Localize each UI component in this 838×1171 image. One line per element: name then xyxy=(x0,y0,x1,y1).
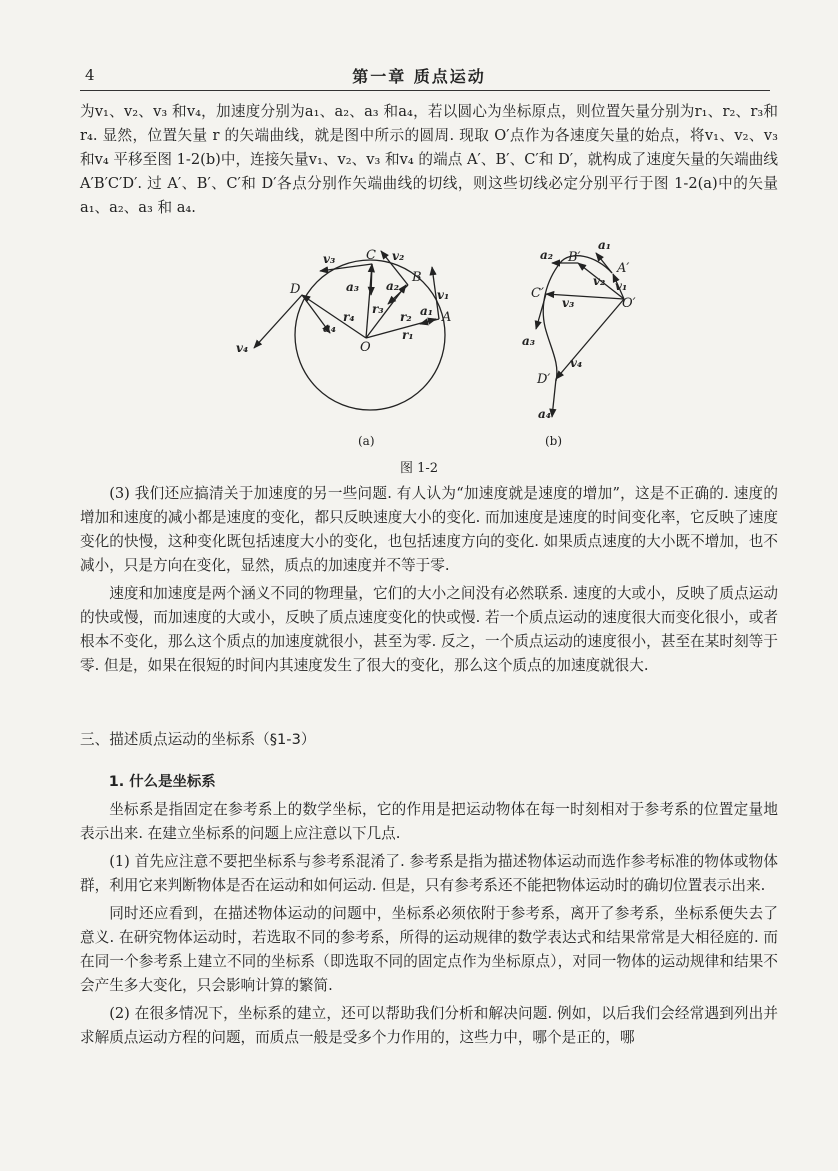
point-label: C xyxy=(366,248,376,263)
velocity-label: v₃ xyxy=(323,252,336,266)
velocity-label: v₃ xyxy=(562,296,575,310)
position-label: r₃ xyxy=(372,302,384,316)
point-label: A′ xyxy=(617,261,630,276)
top-paragraph-block xyxy=(80,100,778,224)
point-label: D′ xyxy=(537,372,551,387)
acceleration-label: a₂ xyxy=(386,279,400,293)
velocity-label: v₁ xyxy=(437,288,450,302)
point-label: O xyxy=(360,340,371,355)
figure-caption: 图 1-2 xyxy=(399,461,439,476)
acceleration-vector-a4 xyxy=(552,379,556,417)
acceleration-label: a₃ xyxy=(522,334,536,348)
velocity-label: v₂ xyxy=(593,274,606,288)
point-label: C′ xyxy=(531,286,544,301)
panel-b-label: (b) xyxy=(545,434,563,448)
position-label: r₁ xyxy=(402,328,414,342)
section-block xyxy=(80,728,778,752)
velocity-label: v₄ xyxy=(570,356,583,370)
point-label: O′ xyxy=(622,296,636,311)
velocity-label: v₂ xyxy=(392,249,405,263)
acceleration-label: a₂ xyxy=(540,248,554,262)
panel-b xyxy=(536,253,624,417)
velocity-vector-v3 xyxy=(546,294,624,299)
subsection-title: 1. 什么是坐标系 xyxy=(108,774,216,790)
section-title: 三、描述质点运动的坐标系（§1-3） xyxy=(80,731,316,748)
header-rule xyxy=(80,90,770,91)
point-label: A xyxy=(442,310,452,325)
velocity-label: v₁ xyxy=(615,279,628,293)
acceleration-label: a₃ xyxy=(346,280,360,294)
page-number: 4 xyxy=(85,66,95,84)
velocity-label: v₄ xyxy=(236,341,249,355)
paragraph: (1) 首先应注意不要把坐标系与参考系混淆了. 参考系是指为描述物体运动而选作参考标准的物体或物体群，利用它来判断物体是否在运动和如何运动. 但是，只有参考系还不能把物体运动时的确切位置表示出来. xyxy=(80,853,778,894)
position-label: r₂ xyxy=(400,310,412,324)
paragraph: 同时还应看到，在描述物体运动的问题中，坐标系必须依附于参考系，离开了参考系，坐标系便失去了意义. 在研究物体运动时，若选取不同的参考系，所得的运动规律的数学表达式和结果常常是大相径庭的. 而在同一个参考系上建立不同的坐标系（即选取不同的固定点作为坐标原点），对同一物体的运动规律和结果不会产生多大变化，只会影响计算的繁简. xyxy=(80,905,778,994)
acceleration-label: a₁ xyxy=(420,304,434,318)
paragraph: 坐标系是指固定在参考系上的数学坐标，它的作用是把运动物体在每一时刻相对于参考系的位置定量地表示出来. 在建立坐标系的问题上应注意以下几点. xyxy=(80,801,778,842)
main-text-block xyxy=(80,482,778,682)
top-paragraph: 为v₁、v₂、v₃ 和v₄，加速度分别为a₁、a₂、a₃ 和a₄，若以圆心为坐标原点，则位置矢量分别为r₁、r₂、r₃和r₄. 显然，位置矢量 r 的矢端曲线，就是图中所示的圆周. 现取 O′点作为各速度矢量的始点，将v₁、v₂、v₃ 和v₄ 平移至图 1-2(b)中，连接矢量v₁、v₂、v₃ 和v₄ 的端点 A′、B′、C′和 D′，就构成了速度矢量的矢端曲线 A′B′C′D′. 过 A′、B′、C′和 D′各点分别作矢端曲线的切线，则这些切线必定分别平行于图 1-2(a)中的矢量 a₁、a₂、a₃ 和 a₄. xyxy=(80,103,778,216)
paragraph: (3) 我们还应搞清关于加速度的另一些问题. 有人认为“加速度就是速度的增加”，这是不正确的. 速度的增加和速度的减小都是速度的变化，都只反映速度大小的变化. 而加速度是速度的时间变化率，它反映了速度变化的快慢，这种变化既包括速度大小的变化，也包括速度方向的变化. 如果质点速度的大小既不增加，也不减小，只是方向在变化，显然，质点的加速度并不等于零. xyxy=(80,485,778,574)
position-label: r₄ xyxy=(343,310,355,324)
paragraph: 速度和加速度是两个涵义不同的物理量，它们的大小之间没有必然联系. 速度的大或小，反映了质点运动的快或慢，而加速度的大或小，反映了质点速度变化的快或慢. 若一个质点运动的速度很大而变化很小，或者根本不变化，那么这个质点的加速度就很小，甚至为零. 反之，一个质点运动的速度很小，甚至在某时刻等于零. 但是，如果在很短的时间内其速度发生了很大的变化，那么这个质点的加速度就很大. xyxy=(80,585,778,674)
point-label: B′ xyxy=(568,250,581,265)
chapter-title: 第一章 质点运动 xyxy=(352,67,486,86)
page-header xyxy=(0,62,838,92)
point-label: D xyxy=(290,282,301,297)
figure-1-2 xyxy=(0,235,838,457)
acceleration-label: a₁ xyxy=(598,238,612,252)
acceleration-vector-a1 xyxy=(596,253,612,273)
paragraph: (2) 在很多情况下，坐标系的建立，还可以帮助我们分析和解决问题. 例如，以后我们会经常遇到列出并求解质点运动方程的问题，而质点一般是受多个力作用的，这些力中，哪个是正的，哪 xyxy=(80,1005,778,1046)
acceleration-vector-a1 xyxy=(420,319,439,324)
velocity-vector-v4 xyxy=(556,299,624,379)
acceleration-label: a₄ xyxy=(323,321,337,335)
subsection-block xyxy=(80,770,778,1054)
panel-a-label: (a) xyxy=(358,434,375,448)
acceleration-label: a₄ xyxy=(538,407,552,421)
point-label: B xyxy=(412,270,422,285)
